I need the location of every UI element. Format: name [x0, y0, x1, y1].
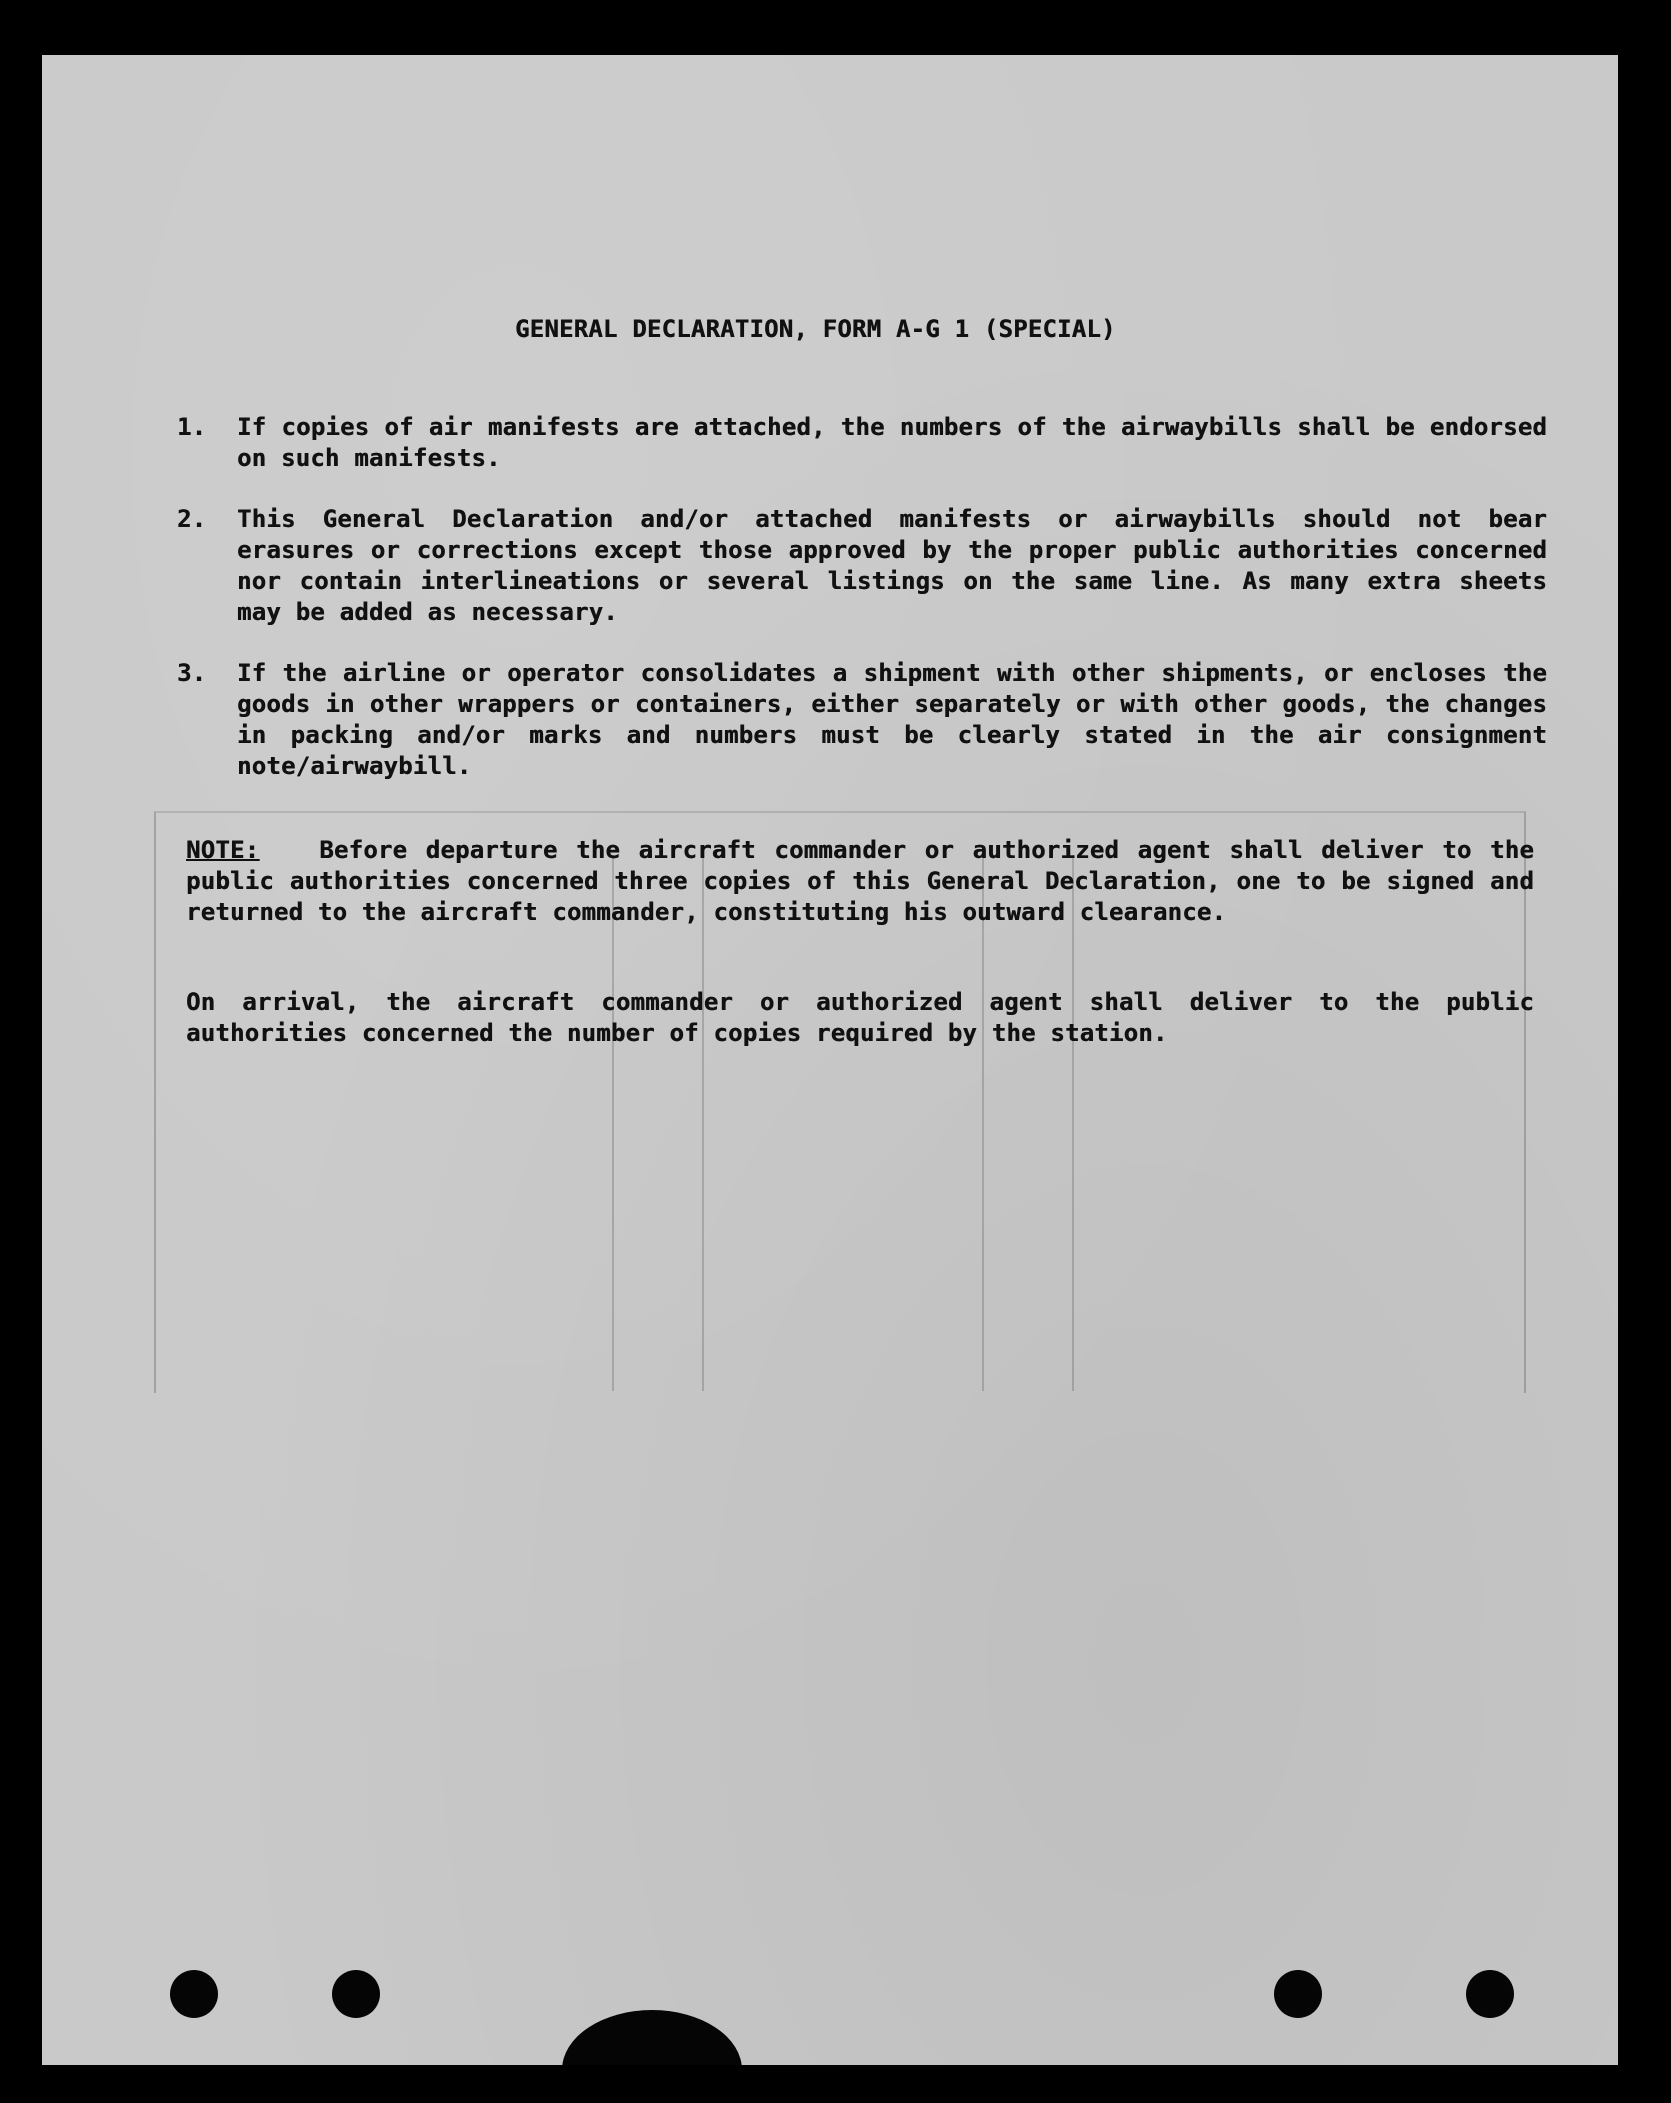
punch-hole	[332, 1970, 380, 2018]
document-title: GENERAL DECLARATION, FORM A-G 1 (SPECIAL)	[515, 315, 1116, 343]
item-number: 3.	[177, 659, 207, 687]
item-text: This General Declaration and/or attached manifests or airwaybills should not bear erasures or corrections except those approved by the proper public authorities concerned nor contain interlineations or several listings on the same line. As many extra sheets may be added as necessary.	[237, 505, 1547, 626]
item-text: If the airline or operator consolidates a shipment with other shipments, or encloses the goods in other wrappers or containers, either separately or with other goods, the changes in packing and/or marks and numbers must be clearly stated in the air consignment note/airwaybill.	[237, 659, 1547, 780]
instruction-item-3	[177, 658, 1547, 782]
item-text: If copies of air manifests are attached, the numbers of the airwaybills shall be endorsed on such manifests.	[237, 413, 1547, 472]
item-number: 2.	[177, 505, 207, 533]
note-label: NOTE:	[186, 836, 260, 864]
torn-edge	[562, 2010, 742, 2065]
item-number: 1.	[177, 413, 207, 441]
arrival-paragraph: On arrival, the aircraft commander or authorized agent shall deliver to the public authorities concerned the number of copies required by the station.	[186, 988, 1534, 1047]
show-through-divider	[702, 855, 704, 1391]
document-page	[42, 55, 1618, 2065]
punch-hole	[1274, 1970, 1322, 2018]
punch-hole	[170, 1970, 218, 2018]
instruction-item-1	[177, 412, 1547, 474]
instruction-item-2	[177, 504, 1547, 628]
show-through-divider	[982, 855, 984, 1391]
show-through-divider	[1072, 855, 1074, 1391]
punch-hole	[1466, 1970, 1514, 2018]
note-text: Before departure the aircraft commander or authorized agent shall deliver to the public authorities concerned three copies of this General Declaration, one to be signed and returned to the aircraft commander, constituting his outward clearance.	[186, 836, 1534, 926]
note-paragraph	[186, 835, 1534, 928]
show-through-divider	[612, 855, 614, 1391]
